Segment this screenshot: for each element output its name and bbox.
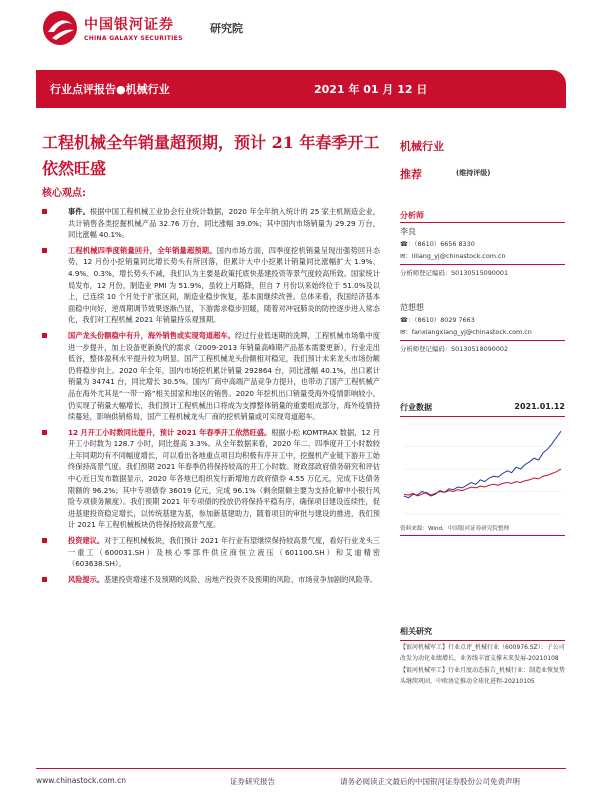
- divider: [400, 264, 565, 265]
- bullet-head: 12 月开工小时数同比提升，预计 2021 年春季开工依然旺盛。: [68, 427, 272, 437]
- rating-label: 推荐: [400, 168, 422, 181]
- analyst-phone: ☎：（8610）8029 7663: [400, 316, 475, 324]
- bullet-head: 事件。: [68, 207, 90, 216]
- bullet-item: [40, 330, 380, 423]
- bullet-body: 国内市场方面，四季度挖机销量呈现出强势回升态势，12 月份小挖销量同比增长势头有所回落，但累计大中小挖累计销量同比涨幅扩大 1.9%、4.9%、0.3%，增长势头不减，我们认为主要是政策托底快基建投资等景气度较高所致。国家统计局发布，12 月份，制造业 PMI 为 51.9%，虽较上月略降，但自 7 月份以来始终位于 51.0%及以上，已连续 10 个月处于扩张区间，制造业稳步恢复，基本面继续改善。总体来看，我国经济基本面稳中向好，逆周期调节效果逐渐凸显，下游需求稳步回暖，随着对冲冠肺炎的防控逐步进入常态化，我们对工程机械 2021 年销量持乐观预期。: [68, 245, 380, 325]
- analyst-name: 范想想: [400, 303, 424, 312]
- bullet-item: [40, 245, 380, 326]
- industry-label: 机械行业: [400, 140, 444, 153]
- market-data-label: 行业数据: [400, 403, 432, 412]
- report-date: 2021 年 01 月 12 日: [314, 83, 428, 96]
- galaxy-logo-icon: [42, 10, 78, 46]
- company-logo: [42, 8, 242, 48]
- bullet-item: [40, 535, 380, 570]
- bullet-square-icon: [42, 538, 47, 543]
- bullet-list: [40, 206, 380, 589]
- footer-disclaimer: 请务必阅读正文最后的中国银河证券股份公司免责声明: [340, 777, 520, 786]
- page-title: 工程机械全年销量超预期，预计 21 年春季开工依然旺盛: [42, 133, 380, 178]
- analyst-card: [400, 226, 570, 279]
- bullet-body: 对于工程机械板块，我们预计 2021 年行业有望继续保持较高景气度，看好行业龙头三一重工（600031.SH）及核心零部件供应商恒立液压（601100.SH）和艾迪精密（603638.SH）。: [68, 536, 380, 569]
- bullet-head: 投资建议。: [68, 536, 105, 546]
- chart-source: 资料来源：Wind，中国银河证券研究院整理: [400, 524, 565, 536]
- bullet-square-icon: [42, 430, 47, 435]
- related-list: [400, 643, 565, 689]
- footer-middle: 证券研究报告: [230, 777, 275, 786]
- logo-chinese-name: 中国银河证券: [84, 17, 174, 33]
- logo-dept: 研究院: [210, 22, 243, 35]
- report-type: 行业点评报告●机械行业: [50, 83, 170, 96]
- chart-series-industry: [404, 431, 561, 498]
- footer-website[interactable]: www.chinastock.com.cn: [36, 776, 126, 785]
- divider: [400, 640, 565, 641]
- divider: [400, 340, 565, 341]
- bullet-item: [40, 427, 380, 531]
- bullet-square-icon: [42, 248, 47, 253]
- chart-series-index: [404, 469, 561, 496]
- report-banner: [36, 70, 566, 108]
- bullet-body: 基建投资增速不及预期的风险、房地产投资不及预期的风险、市场竞争加剧的风险等。: [103, 574, 378, 584]
- bullet-square-icon: [42, 209, 47, 214]
- analyst-card: [400, 302, 570, 355]
- core-label: 核心观点:: [42, 188, 86, 199]
- bullet-item: [40, 206, 380, 241]
- bullet-square-icon: [42, 333, 47, 338]
- bullet-body: 经过行业低迷期的洗牌，工程机械市场集中度进一步提升，加上设备更新换代的需求（2009-2013 年销量高峰期产品基本需要更新），行业走出低谷，整体盈利水平提升较为明显。国产工程机械龙头份额相对稳定，我们预计未来龙头市场份额仍将稳步向上。2020 年全年，国内市场挖机累计销量 292864 台，同比涨幅 40.1%，出口累计销量为 34741 台，同比增长 30.5%。国内厂商中高端产品竞争力提升，也带动了国产工程机械产品在海外尤其是“一带一路”相关国家和地区的销售。2020 年挖机出口销量受海外疫情影响较小，仍实现了销量大幅增长，我们预计工程机械出口将成为支撑整体销量的重要组成部分，海外疫情持续蔓延，影响供销格局，国产工程机械龙头厂商的挖机销量或可实现弯道超车。: [68, 330, 380, 422]
- divider: [400, 416, 565, 417]
- related-item[interactable]: 【银河机械军工】行业点评_机械行业（600976.SZ）：子公司改发为动化业绩增长，业务线丰富支撑未来发展-20210108: [400, 644, 565, 662]
- logo-english-name: CHINA GALAXY SECURITIES: [84, 35, 183, 42]
- related-title: 相关研究: [400, 627, 432, 636]
- footer-divider: [36, 768, 566, 769]
- analyst-email[interactable]: ✉：fanxiangxiang_yj@chinastock.com.cn: [400, 328, 532, 336]
- bullet-square-icon: [42, 577, 47, 582]
- bullet-item: [40, 574, 380, 586]
- bullet-body: 根据小松 KOMTRAX 数据，12 月开工小时数为 128.7 小时，同比提高 3.3%。从全年数据来看，2020 年二、四季度开工小时数较上年同期均有不同幅度增长，可以看出各地重点项目均积极有序开工中，挖掘机产业链下游开工始终保持高景气度。我们预期 2021 年春季仍将保持较高的开工小时数。财政部政府债务研究和评估中心近日发布数据显示，2020 年各地已组织发行新增地方政府债券 4.55 万亿元，完成下达债务限额的 96.2%；其中专项债券 36019 亿元，完成 96.1%（剩余限额主要为支持化解中小银行风险专项债务额度）。我们预期 2021 年专项债的投放仍将保持平稳有序，确保项目建设连续性，促进基建投资稳定增长，以传统基建为基，参加新基建助力，随着项目的审批与建设的推进，我们预计 2021 年工程机械板块仍将保持较高景气度。: [68, 427, 380, 530]
- analyst-cert: 分析师登记编码：S0130518090002: [400, 345, 509, 353]
- analyst-phone: ☎：（8610）6656 8330: [400, 240, 475, 248]
- bullet-head: 国产龙头份额稳中有升，海外销售或实现弯道超车。: [68, 330, 235, 340]
- divider: [400, 222, 565, 223]
- analyst-name: 李良: [400, 227, 416, 236]
- market-data-header: [400, 402, 565, 413]
- analyst-cert: 分析师登记编码：S0130515090001: [400, 269, 509, 277]
- market-data-date: 2021.01.12: [514, 402, 565, 411]
- related-item[interactable]: 【银河机械军工】行业月度动态报告_机械行业：制造业恢复势头继续巩固，中欧协定推动全球化进程-20210105: [400, 667, 566, 685]
- bullet-head: 工程机械四季度销量回升，全年销量超预期。: [68, 245, 217, 255]
- rating-note: (维持评级): [456, 169, 491, 177]
- market-chart: [400, 420, 565, 520]
- analyst-email[interactable]: ✉：liliang_yj@chinastock.com.cn: [400, 252, 506, 260]
- bullet-body: 根据中国工程机械工业协会行业统计数据，2020 年全年纳入统计的 25 家主机制造企业，共计销售各类挖掘机械产品 32.76 万台，同比涨幅 39.0%；其中国内市场销量为 29.29 万台，同比涨幅 40.1%。: [68, 207, 380, 240]
- analyst-section-title: 分析师: [400, 211, 424, 220]
- bullet-head: 风险提示。: [68, 574, 104, 584]
